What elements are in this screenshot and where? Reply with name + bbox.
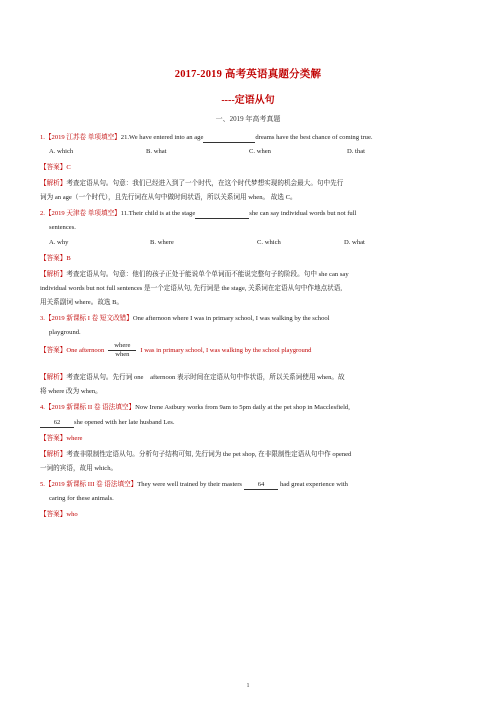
q2-analysis-1 [40,270,458,279]
analysis-tag: 【解析】 [40,180,67,187]
q3-stem-cont: playground. [49,329,81,336]
q2-text-after: she can say individual words but not full [249,210,357,217]
page-title: 2017-2019 高考英语真题分类解 [174,69,322,80]
q1-text-after: dreams have the best chance of coming true. [255,134,373,141]
q5-answer-value: who [66,511,78,518]
q3-correction-wrong: where [108,342,136,351]
q1-answer [40,163,458,172]
q1-source: 1.【2019 江苏卷 单项填空】 [40,134,121,141]
q1-option-b: B. what [146,148,167,155]
q1-stem [40,133,458,143]
q3-analysis-1 [40,373,458,382]
q2-text-before: 11.Their child is at the stage [120,210,196,217]
q1-option-d: D. that [347,148,365,155]
q4-analysis-2: 一词的宾语，故用 which。 [40,465,118,472]
q3-answer [40,342,458,359]
analysis-tag: 【解析】 [40,374,67,381]
q2-option-c: C. which [257,239,281,246]
q1-text-before: 21.We have entered into an age [120,134,204,141]
q2-stem [40,209,458,219]
answer-tag: 【答案】 [40,347,67,355]
q3-answer-after: I was in primary school, I was walking by the school playground [140,347,312,355]
q4-text-cont: she opened with her late husband Les. [74,419,175,426]
q2-analysis-3: 用关系副词 where。故选 B。 [40,299,124,306]
q3-source: 3.【2019 新课标 I 卷 短文改错】 [40,315,133,322]
q4-answer-value: where [66,435,83,442]
q5-text: They were well trained by their masters [137,481,242,488]
q2-stem-cont: sentences. [49,224,76,231]
q4-answer [40,434,458,443]
q1-analysis-text-1: 考查定语从句。句意：我们已经进入到了一个时代，在这个时代梦想实现的机会最大。句中先行 [66,180,344,187]
q1-blank [203,133,255,143]
analysis-tag: 【解析】 [40,451,67,458]
q5-source: 5.【2019 新课标 III 卷 语法填空】 [40,481,138,488]
q2-source: 2.【2019 天津卷 单项填空】 [40,210,121,217]
q5-stem-cont: caring for these animals. [49,495,114,502]
answer-tag: 【答案】 [40,435,67,442]
q2-option-a: A. why [49,239,69,246]
q4-analysis-text-1: 考查非限制性定语从句。分析句子结构可知, 先行词为 the pet shop, 在非限制性定语从句中作 opened [66,451,352,458]
q4-text: Now Irene Astbury works from 9am to 5pm daily at the pet shop in Macclesfield, [135,404,350,411]
answer-tag: 【答案】 [40,164,67,171]
q5-stem [40,480,458,490]
q4-source: 4.【2019 新课标 II 卷 语法填空】 [40,404,136,411]
q5-text-after: had great experience with [280,481,348,488]
q2-answer-value: B [66,255,71,262]
q5-blank: 64 [244,480,278,490]
q3-correction-right: when [115,351,130,358]
q1-option-c: C. when [249,148,271,155]
q3-answer-before: One afternoon [66,347,105,355]
q1-analysis-1 [40,179,458,188]
q2-answer [40,254,458,263]
q4-blank: 62 [40,418,74,428]
q1-answer-value: C [66,164,71,171]
page-subtitle: ----定语从句 [221,95,275,106]
q3-text: One afternoon where I was in primary school, I was walking by the school [132,315,330,322]
answer-tag: 【答案】 [40,511,67,518]
q4-stem-cont [40,418,458,428]
q3-analysis-text-1: 考查定语从句。先行词 one afternoon 表示时间在定语从句中作状语，所以关系词使用 when。故 [66,374,345,381]
q3-analysis-2: 将 where 改为 when。 [40,388,102,395]
page-number: 1 [246,683,250,689]
q1-option-a: A. which [49,148,74,155]
q1-analysis-2: 词为 an age（一个时代），且先行词在从句中做时间状语，所以关系词用 when。 故选 C。 [40,194,297,201]
q4-stem [40,403,458,412]
analysis-tag: 【解析】 [40,271,67,278]
q2-analysis-2: individual words but not full sentences 是一个定语从句, 先行词是 the stage, 关系词在定语从句中作地点状语, [40,285,343,292]
q3-correction [108,342,136,359]
q2-blank [195,209,249,219]
section-heading: 一、2019 年高考真题 [215,115,281,123]
q5-answer [40,510,458,519]
q4-analysis-1 [40,450,458,459]
q2-analysis-text-1: 考查定语从句。句意：他们的孩子正处于能说单个单词而不能说完整句子的阶段。句中 she can say [66,271,349,278]
q2-option-b: B. where [150,239,174,246]
q2-option-d: D. what [344,239,365,246]
answer-tag: 【答案】 [40,255,67,262]
q3-stem [40,314,458,323]
